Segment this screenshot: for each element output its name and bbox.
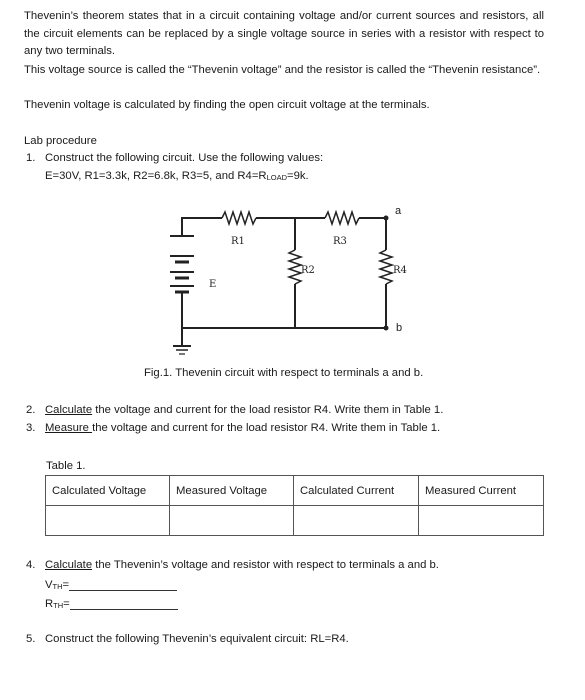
rth-symbol: R [45, 598, 54, 610]
table-header-row [46, 476, 544, 506]
label-r4: R4 [393, 265, 407, 276]
table-1 [45, 475, 544, 536]
rth-blank[interactable] [70, 597, 178, 610]
label-terminal-b: b [396, 322, 403, 334]
vth-blank[interactable] [69, 578, 177, 591]
component-values-subscript: LOAD [266, 173, 288, 182]
label-r1: R1 [231, 236, 245, 247]
terminal-b-dot [384, 326, 389, 331]
step-4-text [45, 559, 439, 571]
step-5-number: 5. [26, 633, 36, 645]
label-terminal-a: a [395, 205, 402, 217]
step-2-text [45, 404, 443, 416]
step-1-text: Construct the following circuit. Use the following values: [45, 152, 324, 164]
cell-measured-current[interactable] [419, 506, 544, 536]
vth-line [45, 578, 177, 591]
label-r2: R2 [301, 265, 315, 276]
label-source-e: E [209, 279, 217, 290]
table-1-caption: Table 1. [46, 460, 86, 472]
rth-subscript: TH [53, 601, 64, 610]
vth-equals: = [62, 579, 70, 591]
step-3-rest: the voltage and current for the load resistor R4. Write them in Table 1. [92, 422, 441, 434]
step-2-rest: the voltage and current for the load resistor R4. Write them in Table 1. [92, 404, 444, 416]
step-4-verb: Calculate [45, 559, 93, 571]
intro-paragraph-3: Thevenin voltage is calculated by finding the open circuit voltage at the terminals. [24, 99, 430, 111]
resistor-r1 [222, 212, 256, 224]
step-2-number: 2. [26, 404, 36, 416]
rth-equals: = [63, 598, 70, 610]
intro-paragraph-1: Thevenin’s theorem states that in a circuit containing voltage and/or current sources and resistors, all the circuit elements can be replaced by a single voltage source in series with a resistor with respect to any two terminals. [24, 10, 544, 57]
wire-top-left [182, 218, 222, 236]
battery-e [170, 236, 194, 302]
step-4-rest: the Thevenin’s voltage and resistor with respect to terminals a and b. [92, 559, 439, 571]
step-4-number: 4. [26, 559, 36, 571]
step-5-text: Construct the following Thevenin’s equivalent circuit: RL=R4. [45, 633, 349, 645]
rth-line [45, 597, 178, 610]
step-1-number: 1. [26, 152, 36, 164]
header-measured-voltage: Measured Voltage [170, 476, 294, 506]
header-calculated-voltage: Calculated Voltage [46, 476, 170, 506]
terminal-a-dot [384, 216, 389, 221]
vth-symbol: V [45, 579, 53, 591]
cell-calculated-current[interactable] [294, 506, 419, 536]
vth-subscript: TH [52, 582, 63, 591]
resistor-r2 [289, 250, 301, 284]
cell-calculated-voltage[interactable] [46, 506, 170, 536]
header-measured-current: Measured Current [419, 476, 544, 506]
header-calculated-current: Calculated Current [294, 476, 419, 506]
component-values-prefix: E=30V, R1=3.3k, R2=6.8k, R3=5, and R4=R [45, 170, 267, 182]
intro-paragraph-2: This voltage source is called the “Thevenin voltage” and the resistor is called the “Thevenin resistance”. [24, 64, 541, 76]
cell-measured-voltage[interactable] [170, 506, 294, 536]
step-3-verb: Measure [45, 422, 93, 434]
figure-caption: Fig.1. Thevenin circuit with respect to terminals a and b. [144, 367, 424, 379]
component-values-suffix: =9k. [287, 170, 309, 182]
table-row [46, 506, 544, 536]
step-3-text [45, 422, 440, 434]
step-2-verb: Calculate [45, 404, 93, 416]
step-3-number: 3. [26, 422, 36, 434]
lab-procedure-heading: Lab procedure [24, 135, 97, 147]
label-r3: R3 [333, 236, 347, 247]
resistor-r3 [325, 212, 359, 224]
resistor-r4 [380, 250, 392, 284]
